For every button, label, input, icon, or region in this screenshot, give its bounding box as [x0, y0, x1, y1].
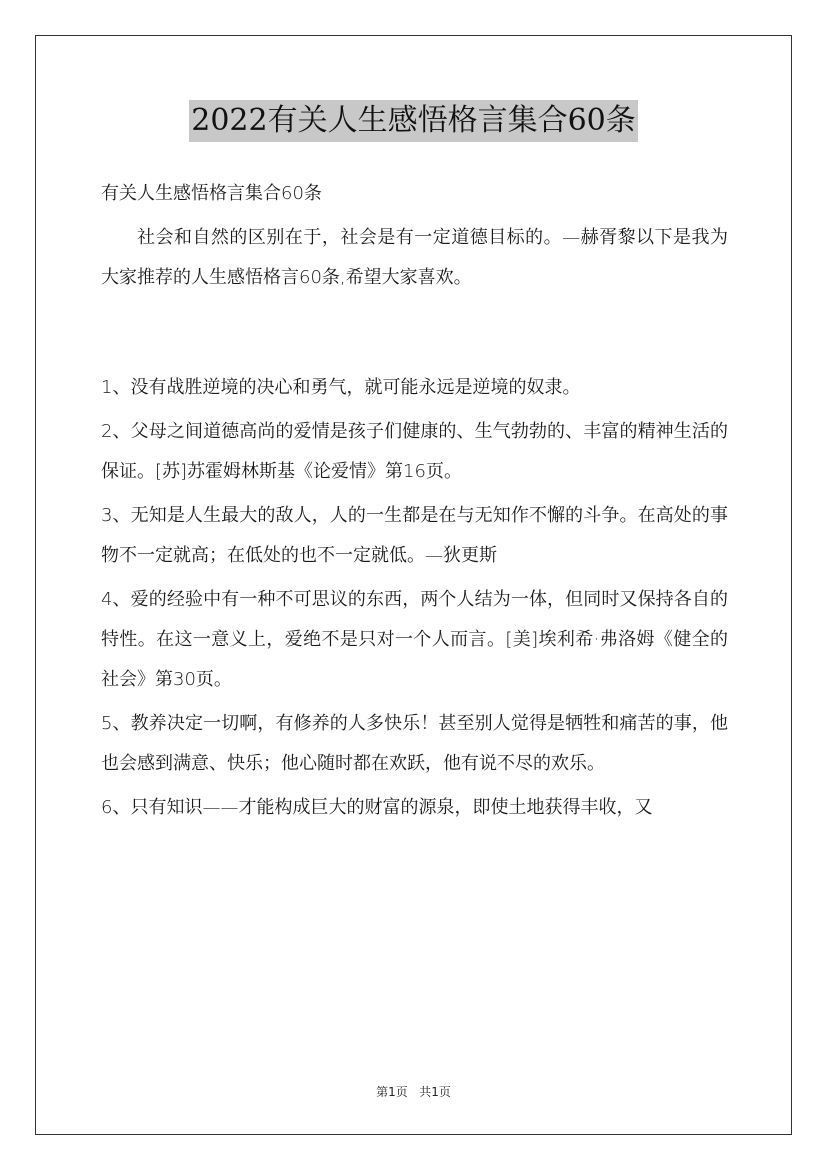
list-item: 6、只有知识——才能构成巨大的财富的源泉，即使土地获得丰收，又	[101, 797, 653, 818]
document-title-wrapper	[0, 100, 827, 142]
page-footer	[0, 1083, 827, 1100]
document-subtitle: 有关人生感悟格言集合60条	[101, 183, 322, 204]
list-item: 3、无知是人生最大的敌人，人的一生都是在与无知作不懈的斗争。在高处的事物不一定就高；在低处的也不一定就低。—狄更斯	[101, 505, 728, 566]
list-item: 2、父母之间道德高尚的爱情是孩子们健康的、生气勃勃的、丰富的精神生活的保证。[苏]苏霍姆林斯基《论爱情》第16页。	[101, 421, 728, 482]
document-title: 2022有关人生感悟格言集合60条	[189, 100, 638, 142]
intro-paragraph: 社会和自然的区别在于，社会是有一定道德目标的。—赫胥黎以下是我为大家推荐的人生感悟格言60条,希望大家喜欢。	[101, 227, 728, 288]
list-item: 5、教养决定一切啊，有修养的人多快乐！甚至别人觉得是牺牲和痛苦的事，他也会感到满意、快乐；他心随时都在欢跃，他有说不尽的欢乐。	[101, 713, 728, 774]
list-item: 4、爱的经验中有一种不可思议的东西，两个人结为一体，但同时又保持各自的特性。在这一意义上，爱绝不是只对一个人而言。[美]埃利希·弗洛姆《健全的社会》第30页。	[101, 589, 728, 690]
page-total: 共1页	[419, 1085, 451, 1099]
list-item: 1、没有战胜逆境的决心和勇气，就可能永远是逆境的奴隶。	[101, 377, 581, 398]
document-body	[101, 174, 728, 832]
page-number: 第1页	[376, 1085, 408, 1099]
